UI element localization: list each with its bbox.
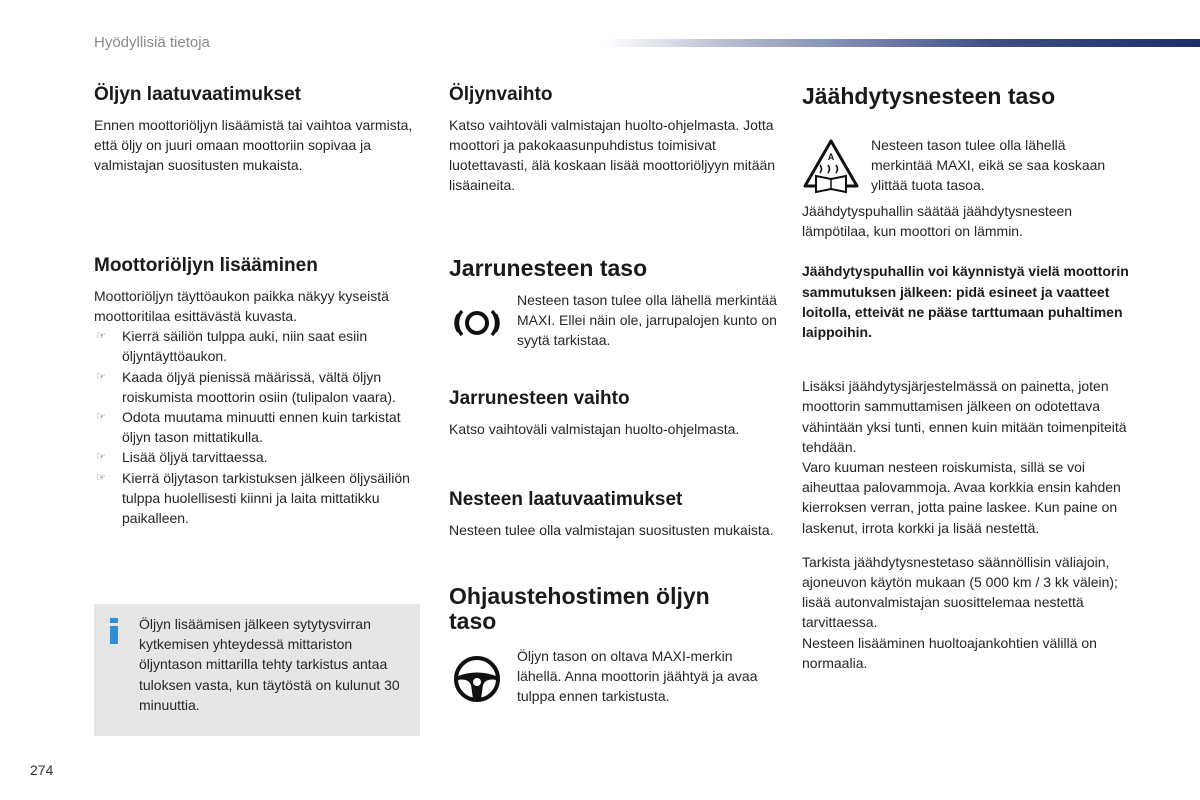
coolant-heading: Jäähdytysnesteen taso bbox=[802, 83, 1056, 109]
oil-quality-section bbox=[94, 84, 414, 175]
coolant-pressure-text: Lisäksi jäähdytysjärjestelmässä on painetta, joten moottorin sammuttamisen jälkeen on odotettava vähintään yksi tunti, ennen kuin mitään toimenpiteitä tehdään. bbox=[802, 378, 1127, 455]
brake-change-section bbox=[449, 388, 779, 439]
oil-quality-heading: Öljyn laatuvaatimukset bbox=[94, 84, 301, 105]
pointing-hand-icon: ☞ bbox=[96, 451, 106, 464]
pointing-hand-icon: ☞ bbox=[96, 370, 106, 383]
pointing-hand-icon: ☞ bbox=[96, 471, 106, 484]
steering-text: Öljyn tason on oltava MAXI-merkin lähellä. Anna moottorin jäähtyä ja avaa tulppa ennen tarkistusta. bbox=[517, 648, 758, 705]
oil-change-section bbox=[449, 84, 779, 196]
list-item: ☞ Lisää öljyä tarvittaessa. bbox=[94, 447, 414, 467]
oil-change-heading: Öljynvaihto bbox=[449, 84, 553, 105]
coolant-icon-note: Nesteen tason tulee olla lähellä merkintää MAXI, eikä se saa koskaan ylittää tuota tasoa. bbox=[871, 137, 1106, 194]
coolant-service-text: Nesteen lisääminen huoltoajankohtien välillä on normaalia. bbox=[802, 634, 1097, 671]
section-title: Hyödyllisiä tietoja bbox=[94, 34, 210, 51]
brake-level-section bbox=[449, 256, 779, 281]
hot-surface-warning-manual-icon bbox=[802, 138, 860, 194]
brake-change-text: Katso vaihtoväli valmistajan huolto-ohjelmasta. bbox=[449, 420, 740, 437]
oil-adding-steps bbox=[94, 326, 414, 528]
coolant-section-title bbox=[802, 84, 1132, 109]
brake-change-heading: Jarrunesteen vaihto bbox=[449, 388, 630, 409]
steering-wheel-icon bbox=[453, 655, 501, 703]
svg-text:A: A bbox=[827, 152, 835, 162]
brake-level-text: Nesteen tason tulee olla lähellä merkintää MAXI. Ellei näin ole, jarrupalojen kunto on syytä tarkistaa. bbox=[517, 292, 777, 349]
oil-change-text: Katso vaihtoväli valmistajan huolto-ohjelmasta. Jotta moottori ja pakokaasunpuhdistus toimisivat luotettavasti, älä koskaan lisää moottoriöljyyn mitään lisäaineita. bbox=[449, 116, 776, 194]
brake-warning-icon bbox=[452, 302, 502, 344]
info-icon bbox=[108, 616, 120, 644]
page-number: 274 bbox=[30, 762, 54, 778]
steering-heading: Ohjaustehostimen öljyn taso bbox=[449, 583, 710, 635]
brake-level-heading: Jarrunesteen taso bbox=[449, 255, 648, 281]
pointing-hand-icon: ☞ bbox=[96, 330, 106, 343]
list-item: ☞ Kierrä säiliön tulppa auki, niin saat esiin öljyntäyttöaukon. bbox=[96, 328, 368, 365]
coolant-body bbox=[802, 201, 1132, 673]
fluid-quality-heading: Nesteen laatuvaatimukset bbox=[449, 489, 683, 510]
list-item: ☞ Kaada öljyä pienissä määrissä, vältä öljyn roiskumista moottorin osiin (tulipalon vaara). bbox=[96, 368, 396, 405]
coolant-burn-text: Varo kuuman nesteen roiskumista, sillä se voi aiheuttaa palovammoja. Avaa korkkia ensin kahden kierroksen verran, jotta paine laskee. Kun paine on laskenut, irrota korkki ja lisää nestettä. bbox=[802, 459, 1121, 536]
fluid-quality-section bbox=[449, 489, 779, 540]
oil-adding-section bbox=[94, 255, 414, 528]
coolant-check-text: Tarkista jäähdytysnestetaso säännöllisin väliajoin, ajoneuvon käytön mukaan (5 000 km / 3 kk välein); lisää autonvalmistajan suosittelemaa nestettä tarvittaessa. bbox=[802, 553, 1118, 631]
coolant-fan-warning: Jäähdytyspuhallin voi käynnistyä vielä moottorin sammutuksen jälkeen: pidä esineet ja vaatteet loitolla, etteivät ne pääse tarttumaan puhaltimen laippoihin. bbox=[802, 263, 1129, 341]
oil-adding-intro: Moottoriöljyn täyttöaukon paikka näkyy kyseistä moottoritilaa esittävästä kuvasta. bbox=[94, 287, 389, 324]
oil-quality-text: Ennen moottoriöljyn lisäämistä tai vaihtoa varmista, että öljy on juuri omaan moottoriin sopivaa ja valmistajan suositusten mukaista. bbox=[94, 116, 413, 174]
fluid-quality-text: Nesteen tulee olla valmistajan suositusten mukaista. bbox=[449, 521, 774, 538]
info-note-box bbox=[94, 604, 420, 736]
info-note-text: Öljyn lisäämisen jälkeen sytytysvirran kytkemisen yhteydessä mittariston öljyntason mittarilla tehty tarkistus antaa tuloksen vasta, kun täytöstä on kulunut 30 minuuttia. bbox=[139, 616, 400, 713]
list-item: ☞ Odota muutama minuutti ennen kuin tarkistat öljyn tason mittatikulla. bbox=[96, 409, 401, 446]
steering-section bbox=[449, 584, 779, 635]
header-gradient-bar bbox=[604, 39, 1200, 47]
pointing-hand-icon: ☞ bbox=[96, 411, 106, 424]
coolant-fan-text: Jäähdytyspuhallin säätää jäähdytysnesteen lämpötilaa, kun moottori on lämmin. bbox=[802, 203, 1073, 240]
list-item: ☞ Kierrä öljytason tarkistuksen jälkeen öljysäiliön tulppa huolellisesti kiinni ja laita mittatikku paikalleen. bbox=[96, 469, 410, 527]
oil-adding-heading: Moottoriöljyn lisääminen bbox=[94, 255, 318, 276]
